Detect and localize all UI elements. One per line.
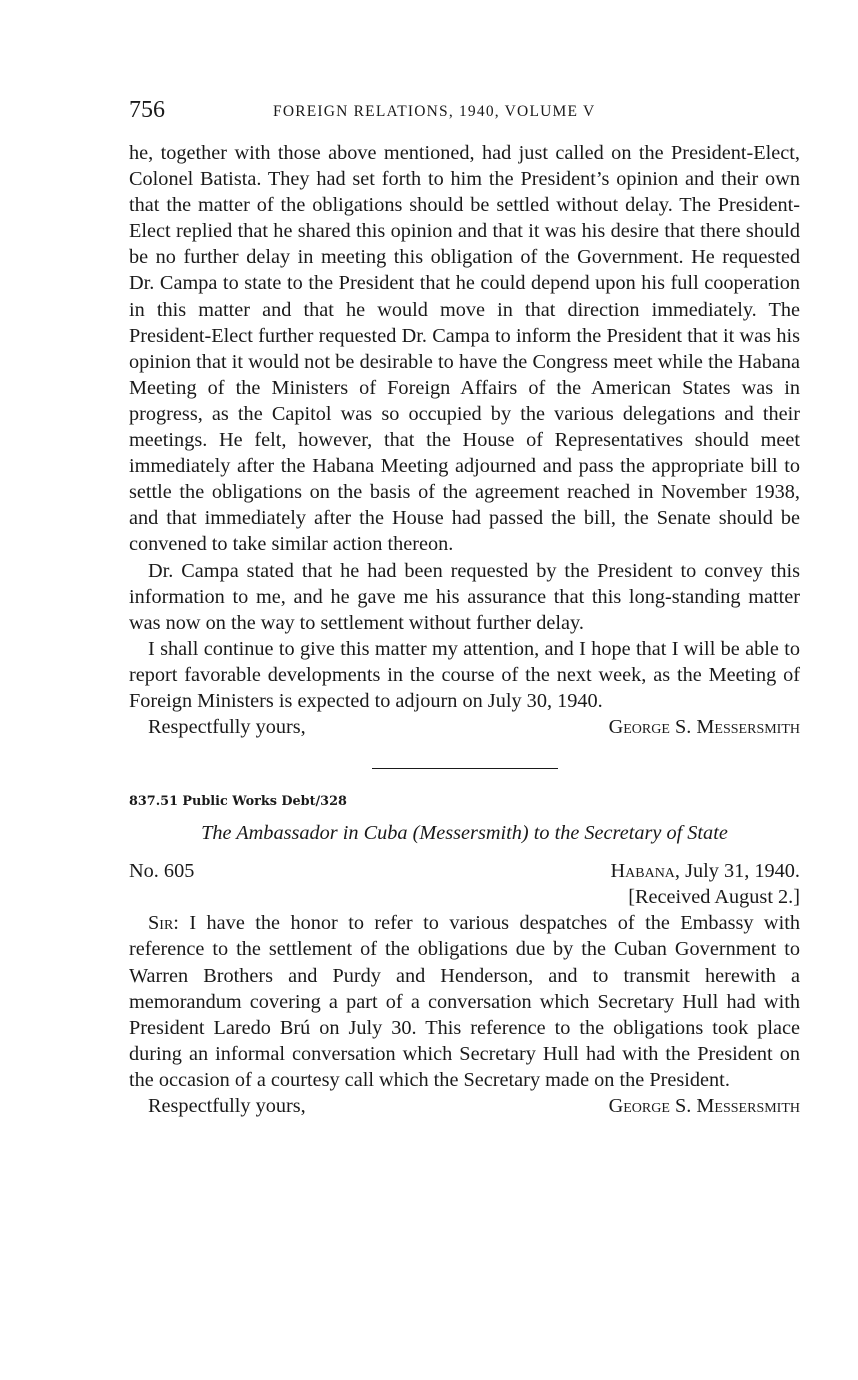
closing-2: Respectfully yours, [148, 1095, 306, 1117]
page-header [129, 94, 800, 126]
dispatch-number: No. 605 [129, 860, 195, 883]
received-date: [Received August 2.] [628, 886, 800, 909]
section-divider [372, 768, 558, 769]
paragraph-continuation: he, together with those above mentioned, had just called on the President-Elect, Colonel Batista. They had set forth to him the President’s opinion and their own that the matter of the obligations should be settled without delay. The President-Elect replied that he shared this opinion and that it was his desire that there should be no further delay in meeting this obligation of the Government. He requested Dr. Campa to state to the President that he could depend upon his full cooperation in this matter and that he would move in that direction immediately. The President-Elect further requested Dr. Campa to inform the President that it was his opinion that it would not be desirable to have the Congress meet while the Habana Meeting of the Ministers of Foreign Affairs of the American States was in progress, as the Capitol was so occupied by the various delegations and their meetings. He felt, however, that the House of Representatives should meet immediately after the Habana Meeting adjourned and pass the appropriate bill to settle the obligations on the basis of the agreement reached in November 1938, and that immediately after the House had passed the bill, the Senate should be convened to take similar action thereon. [129, 142, 800, 556]
document-page [129, 94, 800, 1119]
section-new-letter [129, 910, 800, 1093]
document-title: The Ambassador in Cuba (Messersmith) to the Secretary of State [201, 822, 728, 845]
dispatch-date: , July 31, 1940. [674, 860, 800, 883]
closing-signature-block [129, 714, 800, 740]
closing-signature-block-2 [129, 1093, 800, 1119]
signature: George S. Messersmith [608, 716, 800, 739]
letter-body-text: I have the honor to refer to various despatches of the Embassy with reference to the settlement of the obligations due by the Cuban Government to Warren Brothers and Purdy and Henderson, and to transmit herewith a memorandum covering a part of a conversation which Secretary Hull had with President Laredo Brú on July 30. This reference to the obligations took place during an informal conversation which Secretary Hull had with the President on the occasion of a courtesy call which the Secretary made on the President. [129, 912, 800, 1091]
closing: Respectfully yours, [148, 716, 306, 739]
letter-body [129, 910, 800, 1093]
paragraph-continue-attention: I shall continue to give this matter my attention, and I hope that I will be able to report favorable developments in the course of the next week, as the Meeting of Foreign Ministers is expected to adjourn on July 30, 1940. [129, 637, 800, 712]
salutation: Sir: [148, 912, 179, 935]
page-number: 756 [129, 97, 165, 123]
paragraph-campa-statement: Dr. Campa stated that he had been requested by the President to convey this information to me, and he gave me his assurance that this long-standing matter was now on the way to settlement without further delay. [129, 559, 800, 634]
file-reference: 837.51 Public Works Debt/328 [129, 794, 347, 810]
dispatch-place-date [610, 858, 800, 884]
running-head: FOREIGN RELATIONS, 1940, VOLUME V [273, 103, 596, 120]
signature-2: George S. Messersmith [608, 1095, 800, 1117]
dispatch-place: Habana [610, 860, 675, 883]
dispatch-line [129, 858, 800, 884]
section-continued-letter [129, 140, 800, 714]
